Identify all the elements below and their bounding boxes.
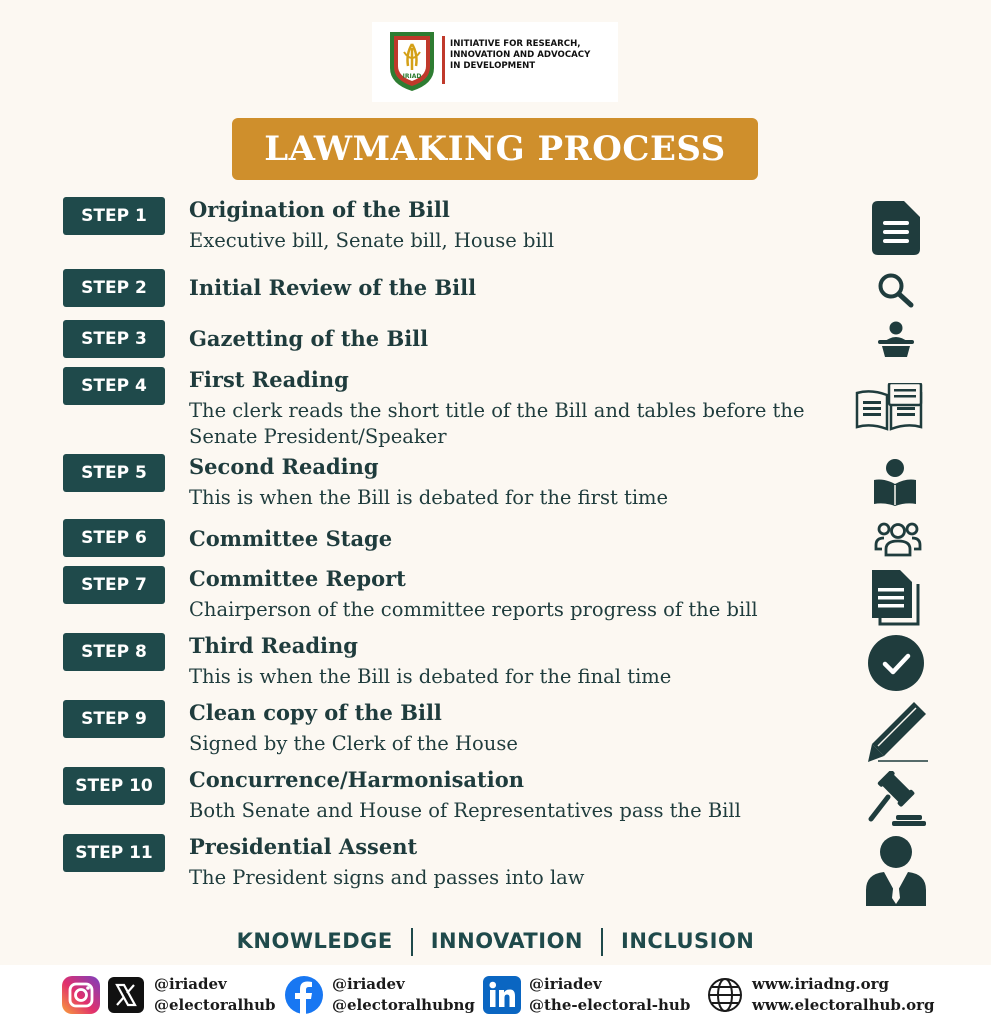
instagram-icon[interactable] [62,976,100,1018]
step-badge: STEP 4 [63,367,165,405]
step-description: This is when the Bill is debated for the first time [189,486,669,509]
handle[interactable]: @iriadev [154,975,227,993]
step-title: Initial Review of the Bill [189,275,477,300]
handle[interactable]: @the-electoral-hub [529,996,691,1014]
check-circle-icon [868,635,924,691]
handle[interactable]: @iriadev [332,975,405,993]
magnifier-icon [877,272,915,308]
svg-text:IRIAD: IRIAD [402,73,422,80]
step-title: Second Reading [189,454,379,479]
step-description: Signed by the Clerk of the House [189,732,518,755]
step-description: The President signs and passes into law [189,866,585,889]
tagline-inclusion: INCLUSION [621,929,755,953]
step-badge: STEP 6 [63,519,165,557]
speaker-podium-icon [878,320,914,358]
x-twitter-icon[interactable] [108,977,144,1017]
person-reading-icon [872,458,918,506]
step-description: Chairperson of the committee reports progress of the bill [189,598,758,621]
step-title: Committee Stage [189,526,393,551]
step-badge: STEP 2 [63,269,165,307]
step-title: Origination of the Bill [189,197,450,222]
org-name: INITIATIVE FOR RESEARCH, INNOVATION AND ADVOCACY IN DEVELOPMENT [450,39,591,71]
tagline-divider [601,928,603,956]
step-badge: STEP 10 [63,767,165,805]
step-title: First Reading [189,367,349,392]
step-description: The clerk reads the short title of the Bill and tables before the Senate President/Speaker [189,399,805,448]
step-badge: STEP 3 [63,320,165,358]
step-badge: STEP 11 [63,834,165,872]
handle[interactable]: @electoralhubng [332,996,475,1014]
logo-divider [442,36,445,84]
step-badge: STEP 7 [63,566,165,604]
step-description: This is when the Bill is debated for the final time [189,665,672,688]
step-badge: STEP 1 [63,197,165,235]
footer [0,965,991,1024]
step-title: Gazetting of the Bill [189,326,429,351]
step-badge: STEP 9 [63,700,165,738]
websites [752,974,935,1016]
step-badge: STEP 5 [63,454,165,492]
tagline [0,928,991,956]
gavel-icon [868,771,926,827]
step-title: Clean copy of the Bill [189,700,442,725]
president-icon [864,834,928,906]
group-icon [874,519,922,559]
website-link[interactable]: www.iriadng.org [752,975,889,993]
step-description: Both Senate and House of Representatives pass the Bill [189,799,741,822]
step-description: Executive bill, Senate bill, House bill [189,229,555,252]
step-title: Concurrence/Harmonisation [189,767,524,792]
shield-logo-icon [386,28,438,94]
linkedin-icon[interactable] [483,976,521,1018]
step-title: Presidential Assent [189,834,418,859]
step-title: Third Reading [189,633,358,658]
document-icon [872,201,920,255]
pen-icon [864,700,930,764]
handle[interactable]: @iriadev [529,975,602,993]
tagline-innovation: INNOVATION [430,929,584,953]
facebook-icon[interactable] [285,976,323,1018]
social-handles-3 [529,974,690,1016]
step-badge: STEP 8 [63,633,165,671]
website-link[interactable]: www.electoralhub.org [752,996,935,1014]
page-title: LAWMAKING PROCESS [232,118,758,180]
report-icon [872,570,920,626]
social-handles-2 [332,974,475,1016]
tagline-knowledge: KNOWLEDGE [236,929,393,953]
step-title: Committee Report [189,566,406,591]
handle[interactable]: @electoralhub [154,996,276,1014]
globe-icon [707,977,743,1017]
social-handles-1 [154,974,275,1016]
org-logo [372,22,618,102]
open-book-icon [855,383,923,433]
tagline-divider [411,928,413,956]
